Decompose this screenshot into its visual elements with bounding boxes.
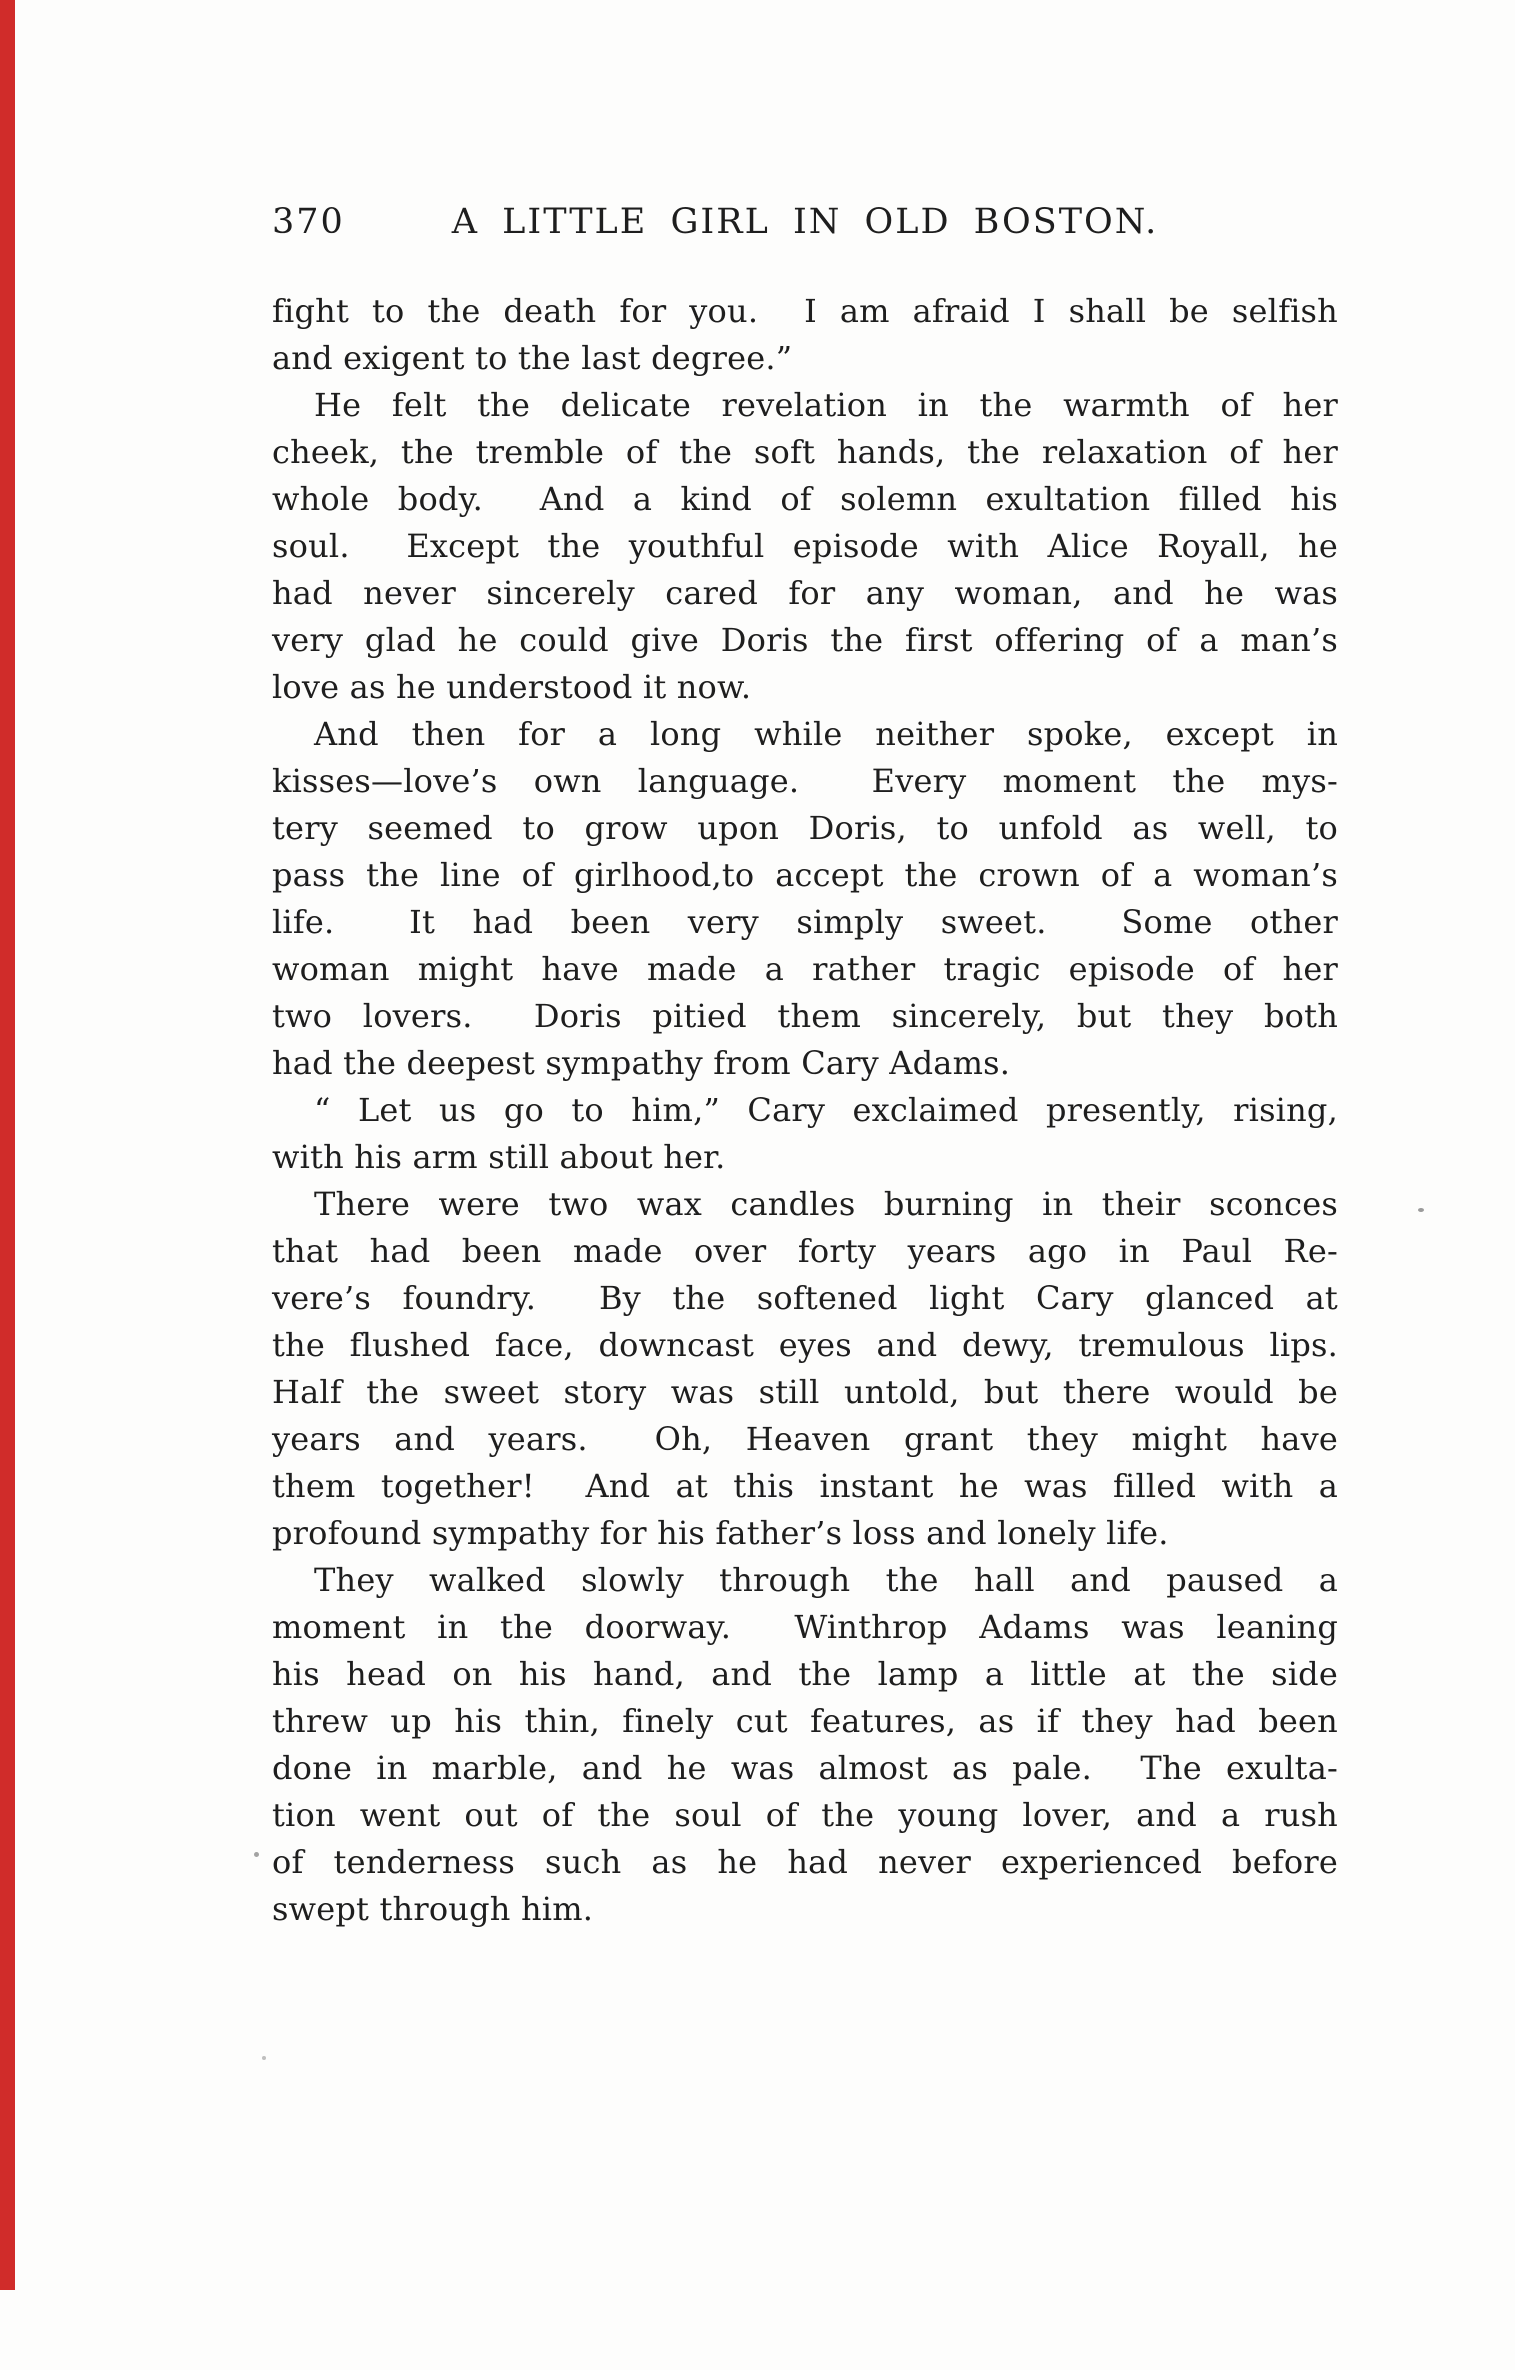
text-line: tion went out of the soul of the young lover, and a rush	[272, 1796, 1338, 1834]
text-line: profound sympathy for his father’s loss and lonely life.	[272, 1514, 1169, 1552]
paragraph	[272, 288, 1338, 382]
text-line: moment in the doorway. Winthrop Adams was leaning	[272, 1608, 1338, 1646]
text-line: done in marble, and he was almost as pale. The exulta-	[272, 1749, 1338, 1787]
text-line: woman might have made a rather tragic episode of her	[272, 950, 1338, 988]
text-line: them together! And at this instant he was filled with a	[272, 1467, 1338, 1505]
paragraph	[272, 382, 1338, 711]
paragraph	[272, 1087, 1338, 1181]
text-line: with his arm still about her.	[272, 1138, 726, 1176]
text-line: whole body. And a kind of solemn exultation filled his	[272, 480, 1338, 518]
text-line: two lovers. Doris pitied them sincerely, but they both	[272, 997, 1338, 1035]
text-line: fight to the death for you. I am afraid I shall be selfish	[272, 292, 1338, 330]
text-line: There were two wax candles burning in their sconces	[314, 1185, 1338, 1223]
text-line: life. It had been very simply sweet. Some other	[272, 903, 1338, 941]
scan-speck	[254, 1852, 259, 1857]
body-text	[272, 288, 1338, 1933]
text-line: cheek, the tremble of the soft hands, the relaxation of her	[272, 433, 1338, 471]
text-line: Half the sweet story was still untold, but there would be	[272, 1373, 1338, 1411]
text-line: They walked slowly through the hall and paused a	[314, 1561, 1338, 1599]
running-header	[272, 200, 1338, 244]
book-cover-edge	[0, 0, 15, 2290]
text-line: his head on his hand, and the lamp a little at the side	[272, 1655, 1338, 1693]
page-content	[272, 200, 1338, 1933]
text-line: “ Let us go to him,” Cary exclaimed presently, rising,	[314, 1091, 1338, 1129]
page-number: 370	[272, 202, 345, 242]
text-line: years and years. Oh, Heaven grant they might have	[272, 1420, 1338, 1458]
scan-speck	[262, 2056, 266, 2060]
text-line: and exigent to the last degree.”	[272, 339, 793, 377]
running-title: A LITTLE GIRL IN OLD BOSTON.	[451, 202, 1159, 242]
paragraph	[272, 1181, 1338, 1557]
text-line: had never sincerely cared for any woman, and he was	[272, 574, 1338, 612]
text-line: had the deepest sympathy from Cary Adams.	[272, 1044, 1011, 1082]
text-line: vere’s foundry. By the softened light Cary glanced at	[272, 1279, 1338, 1317]
text-line: kisses—love’s own language. Every moment the mys-	[272, 762, 1338, 800]
text-line: very glad he could give Doris the first offering of a man’s	[272, 621, 1338, 659]
text-line: soul. Except the youthful episode with Alice Royall, he	[272, 527, 1338, 565]
text-line: pass the line of girlhood,to accept the crown of a woman’s	[272, 856, 1338, 894]
text-line: love as he understood it now.	[272, 668, 752, 706]
paragraph	[272, 1557, 1338, 1933]
text-line: that had been made over forty years ago in Paul Re-	[272, 1232, 1338, 1270]
text-line: swept through him.	[272, 1890, 594, 1928]
text-line: threw up his thin, finely cut features, as if they had been	[272, 1702, 1338, 1740]
text-line: He felt the delicate revelation in the warmth of her	[314, 386, 1338, 424]
text-line: And then for a long while neither spoke, except in	[314, 715, 1338, 753]
text-line: tery seemed to grow upon Doris, to unfold as well, to	[272, 809, 1338, 847]
text-line: the flushed face, downcast eyes and dewy, tremulous lips.	[272, 1326, 1338, 1364]
paragraph	[272, 711, 1338, 1087]
text-line: of tenderness such as he had never experienced before	[272, 1843, 1338, 1881]
scan-speck	[1418, 1208, 1424, 1212]
